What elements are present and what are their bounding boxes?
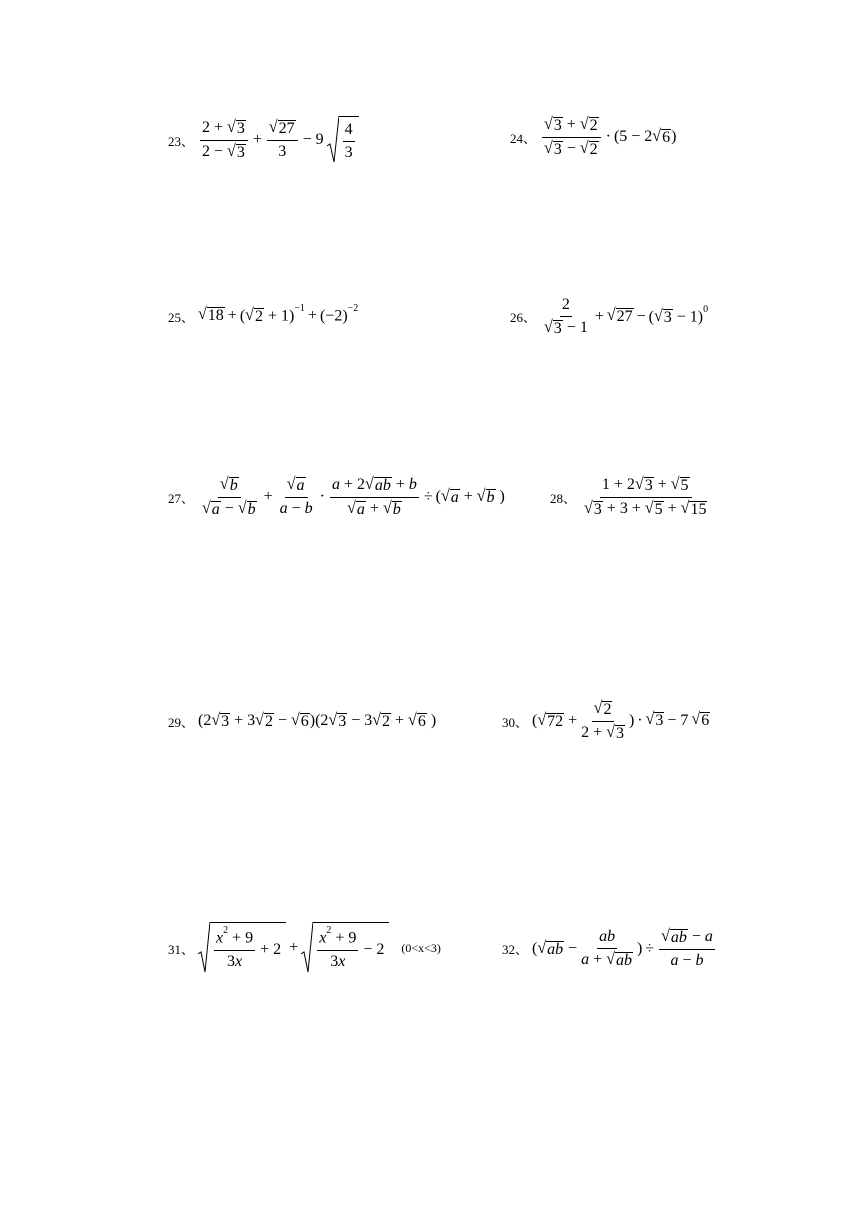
problem-24: 24、 √ 3 + √ 2 √ 3 − √ 2 · (5 − 2 √ 6 ) [510,115,677,158]
radical: $\frac{4}{3}$ [327,116,359,164]
radical: $\frac{x^2 + 9}{3x}$ + 2 [198,922,286,974]
problem-25: 25、 √ 18 + ( √ 2 + 1)$^{-1}$ + $(-2)^{-2}$ [168,303,359,326]
fraction: √ 27 3 [267,119,298,161]
problem-23: 23、 2 + √ 3 2 − √ 3 + √ 27 3 − 9 $\frac{4}{3}$ [168,116,359,164]
problem-number: 24、 [510,130,537,146]
fraction: √ 3 + √ 2 √ 3 − √ 2 [542,116,601,159]
problem-number: 28、 [550,490,577,506]
problem-number: 25、 [168,309,195,325]
problem-number: 32、 [502,942,529,958]
problem-26: 26、 2 √ 3 − 1 + √ 27 − ( √ 3 − 1)$^0$ [510,296,709,337]
fraction: 2 + √ 3 2 − √ 3 [200,119,248,162]
fraction: 1 + 2 √ 3 + √ 5 √ 3 + 3 + √ 5 + √ 15 [584,475,707,518]
problem-32: 32、 ( √ ab − ab a + √ ab ) ÷ √ ab − a a − b [502,927,713,969]
problem-28 [550,476,711,519]
problem-number: 30、 [502,714,529,730]
fraction: 2 √ 3 − 1 [544,296,588,337]
problem-29: 29、 (2 √ 3 + 3 √ 2 − √ 6 )(2 √ 3 − 3 √ 2 + √ 6 ) [168,711,437,731]
problem-30: 30、 ( √ 72 + √ 2 2 + √ 3 ) · √ 3 − 7 √ 6 [502,699,710,742]
condition: (0<x<3) [401,940,441,955]
fraction: √ 2 2 + √ 3 [581,699,624,742]
fraction: a + 2 √ ab + b √ a + √ b [332,475,417,518]
fraction: √ a a − b [279,475,313,518]
fraction: √ b √ a − √ b [202,475,256,518]
problem-number: 29、 [168,715,195,730]
problem-number: 27、 [168,490,195,506]
problem-27: 27、 √ b √ a − √ b + √ a a − b · a + 2 √ ab + b √ a + √ b ÷ ( √ a + √ b ) [168,475,505,518]
radical: $\frac{x^2 + 9}{3x}$ − 2 [301,922,389,974]
problem-number: 26、 [510,310,537,326]
fraction: √ ab − a a − b [661,927,713,969]
problem-number: 31、 [168,941,195,957]
problem-number: 23、 [168,133,195,149]
fraction: ab a + √ ab [581,928,632,969]
problem-31: 31、 $\frac{x^2 + 9}{3x}$ + 2 + $\frac{x^2 + 9}{3x}$ − 2 (0<x<3) [168,922,441,974]
